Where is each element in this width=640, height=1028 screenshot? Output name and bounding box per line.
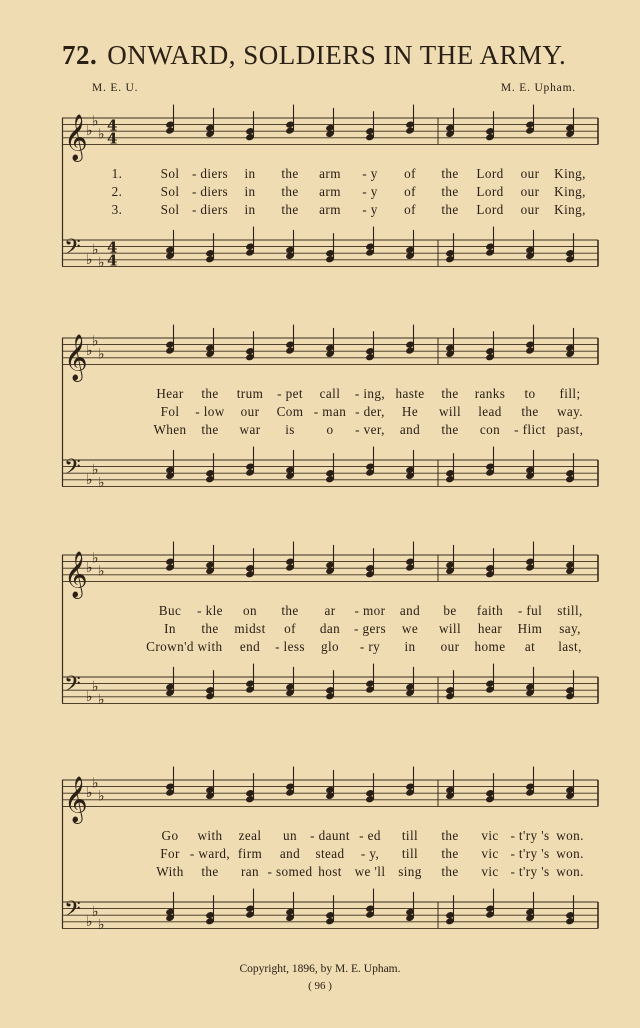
lyric-syllable: con [479,422,501,437]
lyric-syllable: vic [481,864,499,879]
lyric-syllable: ar [324,603,336,618]
bass-clef-icon: 𝄢 [64,672,81,702]
lyric-syllable: and [399,422,421,437]
lyric-syllable: fill; [559,386,581,401]
lyric-syllable: - t'ry 's [510,864,550,879]
lyric-syllable: - ry [359,639,381,654]
lyric-syllable: lead [478,404,502,419]
lyric-syllable: midst [234,621,266,636]
lyric-syllable: un [283,828,297,843]
lyric-syllable: be [443,603,457,618]
flat-icon: ♭ [86,560,93,577]
lyric-syllable: of [404,184,416,199]
lyric-syllable: Com [276,404,304,419]
bass-clef-icon: 𝄢 [64,897,81,927]
lyric-syllable: - diers [191,202,229,217]
lyric-syllable: vic [481,828,499,843]
lyric-syllable: at [524,639,536,654]
lyric-syllable: won. [556,846,584,861]
lyric-syllable: vic [481,846,499,861]
lyric-syllable: and [279,846,301,861]
lyric-syllable: till [401,846,419,861]
lyric-syllable: of [404,202,416,217]
lyric-syllable: the [441,422,459,437]
lyric-syllable: the [281,184,299,199]
lyric-syllable: the [441,202,459,217]
lyric-syllable: ranks [474,386,506,401]
treble-clef-icon: 𝄞 [64,551,88,598]
lyric-syllable: He [401,404,419,419]
lyric-syllable: trum [236,386,264,401]
lyric-syllable: the [201,864,219,879]
lyric-syllable: the [201,621,219,636]
lyric-syllable: war [239,422,261,437]
lyric-syllable: - diers [191,184,229,199]
flat-icon: ♭ [86,913,93,930]
lyric-syllable: - y, [360,846,380,861]
flat-icon: ♭ [86,785,93,802]
lyric-syllable: the [441,828,459,843]
lyric-syllable: - ed [359,828,381,843]
lyric-syllable: - low [195,404,225,419]
lyric-syllable: faith [476,603,504,618]
lyric-syllable: the [441,184,459,199]
lyric-syllable: - ful [517,603,543,618]
lyric-syllable: Lord [476,166,504,181]
lyric-syllable: with [197,639,223,654]
lyric-syllable: - y [362,184,378,199]
lyric-syllable: the [441,386,459,401]
lyric-syllable: - man [313,404,347,419]
lyric-syllable: - ver, [355,422,385,437]
lyric-syllable: firm [237,846,263,861]
lyric-syllable: King, [554,184,586,199]
lyric-line [62,639,602,657]
lyric-syllable: Sol [160,184,180,199]
lyric-syllable: we [401,621,419,636]
lyric-line [62,603,602,621]
lyric-syllable: still, [557,603,583,618]
lyric-syllable: - ward, [189,846,231,861]
lyric-syllable: - der, [355,404,385,419]
lyric-syllable: our [520,202,540,217]
lyric-syllable: In [164,621,176,636]
lyric-syllable: - y [362,166,378,181]
lyric-syllable: - less [275,639,305,654]
flat-icon: ♭ [98,563,105,580]
lyric-syllable: in [244,184,256,199]
bass-clef-icon: 𝄢 [64,455,81,485]
lyric-syllable: hear [477,621,503,636]
lyric-syllable: - somed [267,864,313,879]
lyric-syllable: - t'ry 's [510,846,550,861]
lyric-syllable: King, [554,166,586,181]
copyright-notice: Copyright, 1896, by M. E. Upham. [239,963,401,975]
lyric-syllable: way. [556,404,584,419]
lyric-syllable: Him [517,621,543,636]
lyric-syllable: - mor [354,603,386,618]
page-number: ( 96 ) [308,980,332,992]
flat-icon: ♭ [98,788,105,805]
lyric-syllable: is [285,422,295,437]
lyric-syllable: 3. [111,202,123,217]
lyric-syllable: home [474,639,506,654]
lyric-syllable: the [441,846,459,861]
lyric-syllable: Sol [160,202,180,217]
lyric-line [62,184,602,202]
lyric-syllable: past, [556,422,584,437]
flat-icon: ♭ [92,333,99,350]
lyric-syllable: With [156,864,184,879]
lyric-syllable: - kle [197,603,223,618]
lyric-syllable: Crown'd [146,639,194,654]
lyric-syllable: - y [362,202,378,217]
lyric-syllable: and [399,603,421,618]
lyric-syllable: say, [559,621,581,636]
lyric-syllable: For [160,846,180,861]
flat-icon: ♭ [98,255,105,272]
lyric-syllable: Fol [160,404,180,419]
flat-icon: ♭ [98,917,105,934]
lyric-syllable: our [440,639,460,654]
lyric-syllable: till [401,828,419,843]
lyric-line [62,404,602,422]
lyric-syllable: arm [319,184,341,199]
lyric-syllable: in [244,166,256,181]
lyric-syllable: we 'll [354,864,386,879]
hymn-number: 72. [62,40,98,70]
lyric-syllable: - gers [353,621,387,636]
flat-icon: ♭ [92,241,99,258]
time-signature-digit: 4 [107,116,118,135]
lyric-syllable: won. [556,864,584,879]
lyric-syllable: When [153,422,187,437]
lyric-line [62,386,602,404]
lyric-syllable: King, [554,202,586,217]
lyric-syllable: the [201,386,219,401]
treble-clef-icon: 𝄞 [64,114,88,161]
lyric-syllable: won. [556,828,584,843]
lyric-syllable: Hear [156,386,184,401]
lyric-syllable: in [244,202,256,217]
flat-icon: ♭ [92,903,99,920]
lyric-syllable: - daunt [310,828,350,843]
time-signature-digit: 4 [107,251,118,270]
lyric-syllable: arm [319,202,341,217]
lyric-syllable: glo [320,639,340,654]
lyric-syllable: - pet [277,386,303,401]
lyric-syllable: Lord [476,202,504,217]
lyric-syllable: Sol [160,166,180,181]
flat-icon: ♭ [98,126,105,143]
time-signature-digit: 4 [107,129,118,148]
lyric-syllable: the [521,404,539,419]
lyric-syllable: to [524,386,536,401]
lyric-syllable: sing [398,864,422,879]
lyric-syllable: the [441,166,459,181]
flat-icon: ♭ [86,471,93,488]
lyric-line [62,864,602,882]
flat-icon: ♭ [98,692,105,709]
lyric-line [62,828,602,846]
flat-icon: ♭ [86,343,93,360]
lyric-syllable: Lord [476,184,504,199]
lyric-syllable: end [239,639,261,654]
time-signature-digit: 4 [107,238,118,257]
hymn-title-text: ONWARD, SOLDIERS IN THE ARMY. [107,40,567,70]
lyric-syllable: the [281,603,299,618]
hymn-title [62,40,622,71]
lyric-syllable: our [520,184,540,199]
lyric-line [62,166,602,184]
lyric-syllable: dan [319,621,341,636]
flat-icon: ♭ [98,475,105,492]
lyric-syllable: - flict [514,422,546,437]
treble-clef-icon: 𝄞 [64,776,88,823]
lyric-syllable: the [281,202,299,217]
music-credit: M. E. Upham. [500,82,576,94]
lyric-syllable: our [520,166,540,181]
bass-clef-icon: 𝄢 [64,235,81,265]
lyric-syllable: - t'ry 's [510,828,550,843]
lyric-syllable: stead [315,846,345,861]
lyric-syllable: - diers [191,166,229,181]
lyric-syllable: will [438,404,462,419]
lyric-syllable: the [441,864,459,879]
flat-icon: ♭ [92,113,99,130]
lyric-syllable: last, [558,639,582,654]
lyric-line [62,202,602,220]
lyric-syllable: 2. [111,184,123,199]
lyric-syllable: ran [240,864,260,879]
lyric-syllable: our [240,404,260,419]
lyric-syllable: 1. [111,166,123,181]
lyric-syllable: in [404,639,416,654]
lyric-syllable: of [284,621,296,636]
flat-icon: ♭ [86,688,93,705]
lyric-line [62,621,602,639]
lyric-syllable: with [197,828,223,843]
flat-icon: ♭ [86,123,93,140]
lyric-syllable: of [404,166,416,181]
lyric-syllable: the [201,422,219,437]
flat-icon: ♭ [92,461,99,478]
flat-icon: ♭ [92,678,99,695]
lyric-syllable: haste [395,386,425,401]
flat-icon: ♭ [92,550,99,567]
lyric-syllable: - ing, [354,386,386,401]
lyric-line [62,846,602,864]
lyric-syllable: Go [161,828,179,843]
flat-icon: ♭ [92,775,99,792]
flat-icon: ♭ [86,251,93,268]
lyric-syllable: on [243,603,257,618]
lyric-syllable: Buc [158,603,182,618]
lyric-syllable: arm [319,166,341,181]
lyric-syllable: will [438,621,462,636]
lyric-line [62,422,602,440]
words-credit: M. E. U. [92,82,139,94]
lyric-syllable: o [326,422,334,437]
lyric-syllable: host [318,864,342,879]
lyric-syllable: zeal [238,828,262,843]
lyric-syllable: the [281,166,299,181]
treble-clef-icon: 𝄞 [64,334,88,381]
flat-icon: ♭ [98,346,105,363]
lyric-syllable: call [319,386,341,401]
